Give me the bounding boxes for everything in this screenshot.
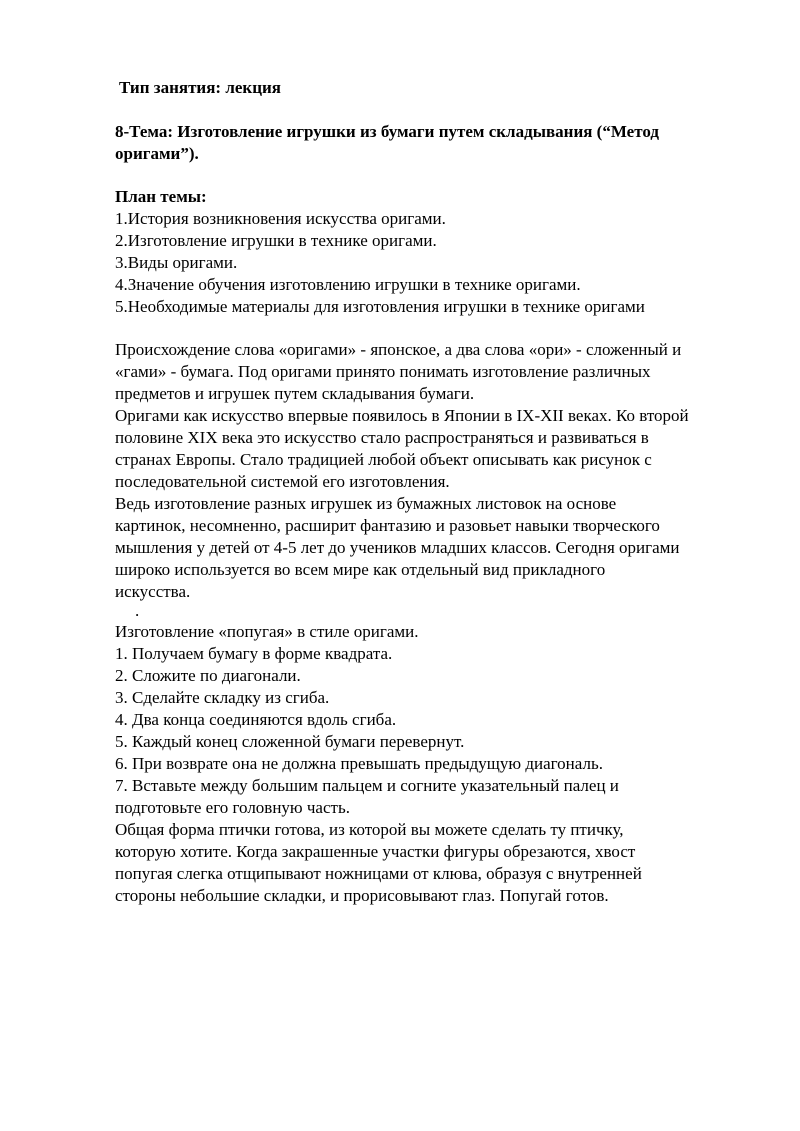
- final-paragraph-line: которую хотите. Когда закрашенные участки фигуры обрезаются, хвост: [115, 842, 636, 861]
- instruction-step-7-line: 7. Вставьте между большим пальцем и согните указательный палец и: [115, 776, 619, 795]
- paragraph-3-line: картинок, несомненно, расширит фантазию и разовьет навыки творческого: [115, 516, 660, 535]
- paragraph-3-line: мышления у детей от 4-5 лет до учеников младших классов. Сегодня оригами: [115, 538, 680, 557]
- topic-line-1: 8-Тема: Изготовление игрушки из бумаги путем складывания (“Метод: [115, 122, 659, 141]
- topic-line-2: оригами”).: [115, 144, 199, 163]
- paragraph-2-line: последовательной системой его изготовления.: [115, 472, 450, 491]
- plan-item: 2.Изготовление игрушки в технике оригами.: [115, 231, 437, 250]
- instruction-step: 5. Каждый конец сложенной бумаги перевернут.: [115, 732, 465, 751]
- paragraph-2-line: странах Европы. Стало традицией любой объект описывать как рисунок с: [115, 450, 652, 469]
- paragraph-2-line: половине XIX века это искусство стало распространяться и развиваться в: [115, 428, 649, 447]
- paragraph-3-line: Ведь изготовление разных игрушек из бумажных листовок на основе: [115, 494, 617, 513]
- instruction-step: 4. Два конца соединяются вдоль сгиба.: [115, 710, 397, 729]
- lesson-type: Тип занятия: лекция: [119, 78, 281, 97]
- instruction-step-7-line: подготовьте его головную часть.: [115, 798, 350, 817]
- instruction-step: 2. Сложите по диагонали.: [115, 666, 301, 685]
- plan-item: 1.История возникновения искусства оригами.: [115, 209, 446, 228]
- final-paragraph-line: Общая форма птички готова, из которой вы можете сделать ту птичку,: [115, 820, 624, 839]
- instruction-step: 1. Получаем бумагу в форме квадрата.: [115, 644, 393, 663]
- final-paragraph-line: стороны небольшие складки, и прорисовывают глаз. Попугай готов.: [115, 886, 609, 905]
- paragraph-3-line: широко используется во всем мире как отдельный вид прикладного: [115, 560, 606, 579]
- instructions-title: Изготовление «попугая» в стиле оригами.: [115, 622, 419, 641]
- plan-item: 3.Виды оригами.: [115, 253, 238, 272]
- plan-item: 4.Значение обучения изготовлению игрушки в технике оригами.: [115, 275, 581, 294]
- paragraph-1-line: Происхождение слова «оригами» - японское, а два слова «ори» - сложенный и: [115, 340, 682, 359]
- instruction-step: 6. При возврате она не должна превышать предыдущую диагональ.: [115, 754, 603, 773]
- instruction-step: 3. Сделайте складку из сгиба.: [115, 688, 330, 707]
- paragraph-3-line: искусства.: [115, 582, 191, 601]
- stray-dot: .: [135, 601, 140, 620]
- plan-item: 5.Необходимые материалы для изготовления игрушки в технике оригами: [115, 297, 645, 316]
- paragraph-1-line: «гами» - бумага. Под оригами принято понимать изготовление различных: [115, 362, 651, 381]
- paragraph-1-line: предметов и игрушек путем складывания бумаги.: [115, 384, 475, 403]
- plan-heading: План темы:: [115, 187, 207, 206]
- final-paragraph-line: попугая слегка отщипывают ножницами от клюва, образуя с внутренней: [115, 864, 642, 883]
- paragraph-2-line: Оригами как искусство впервые появилось в Японии в IX-XII веках. Ко второй: [115, 406, 689, 425]
